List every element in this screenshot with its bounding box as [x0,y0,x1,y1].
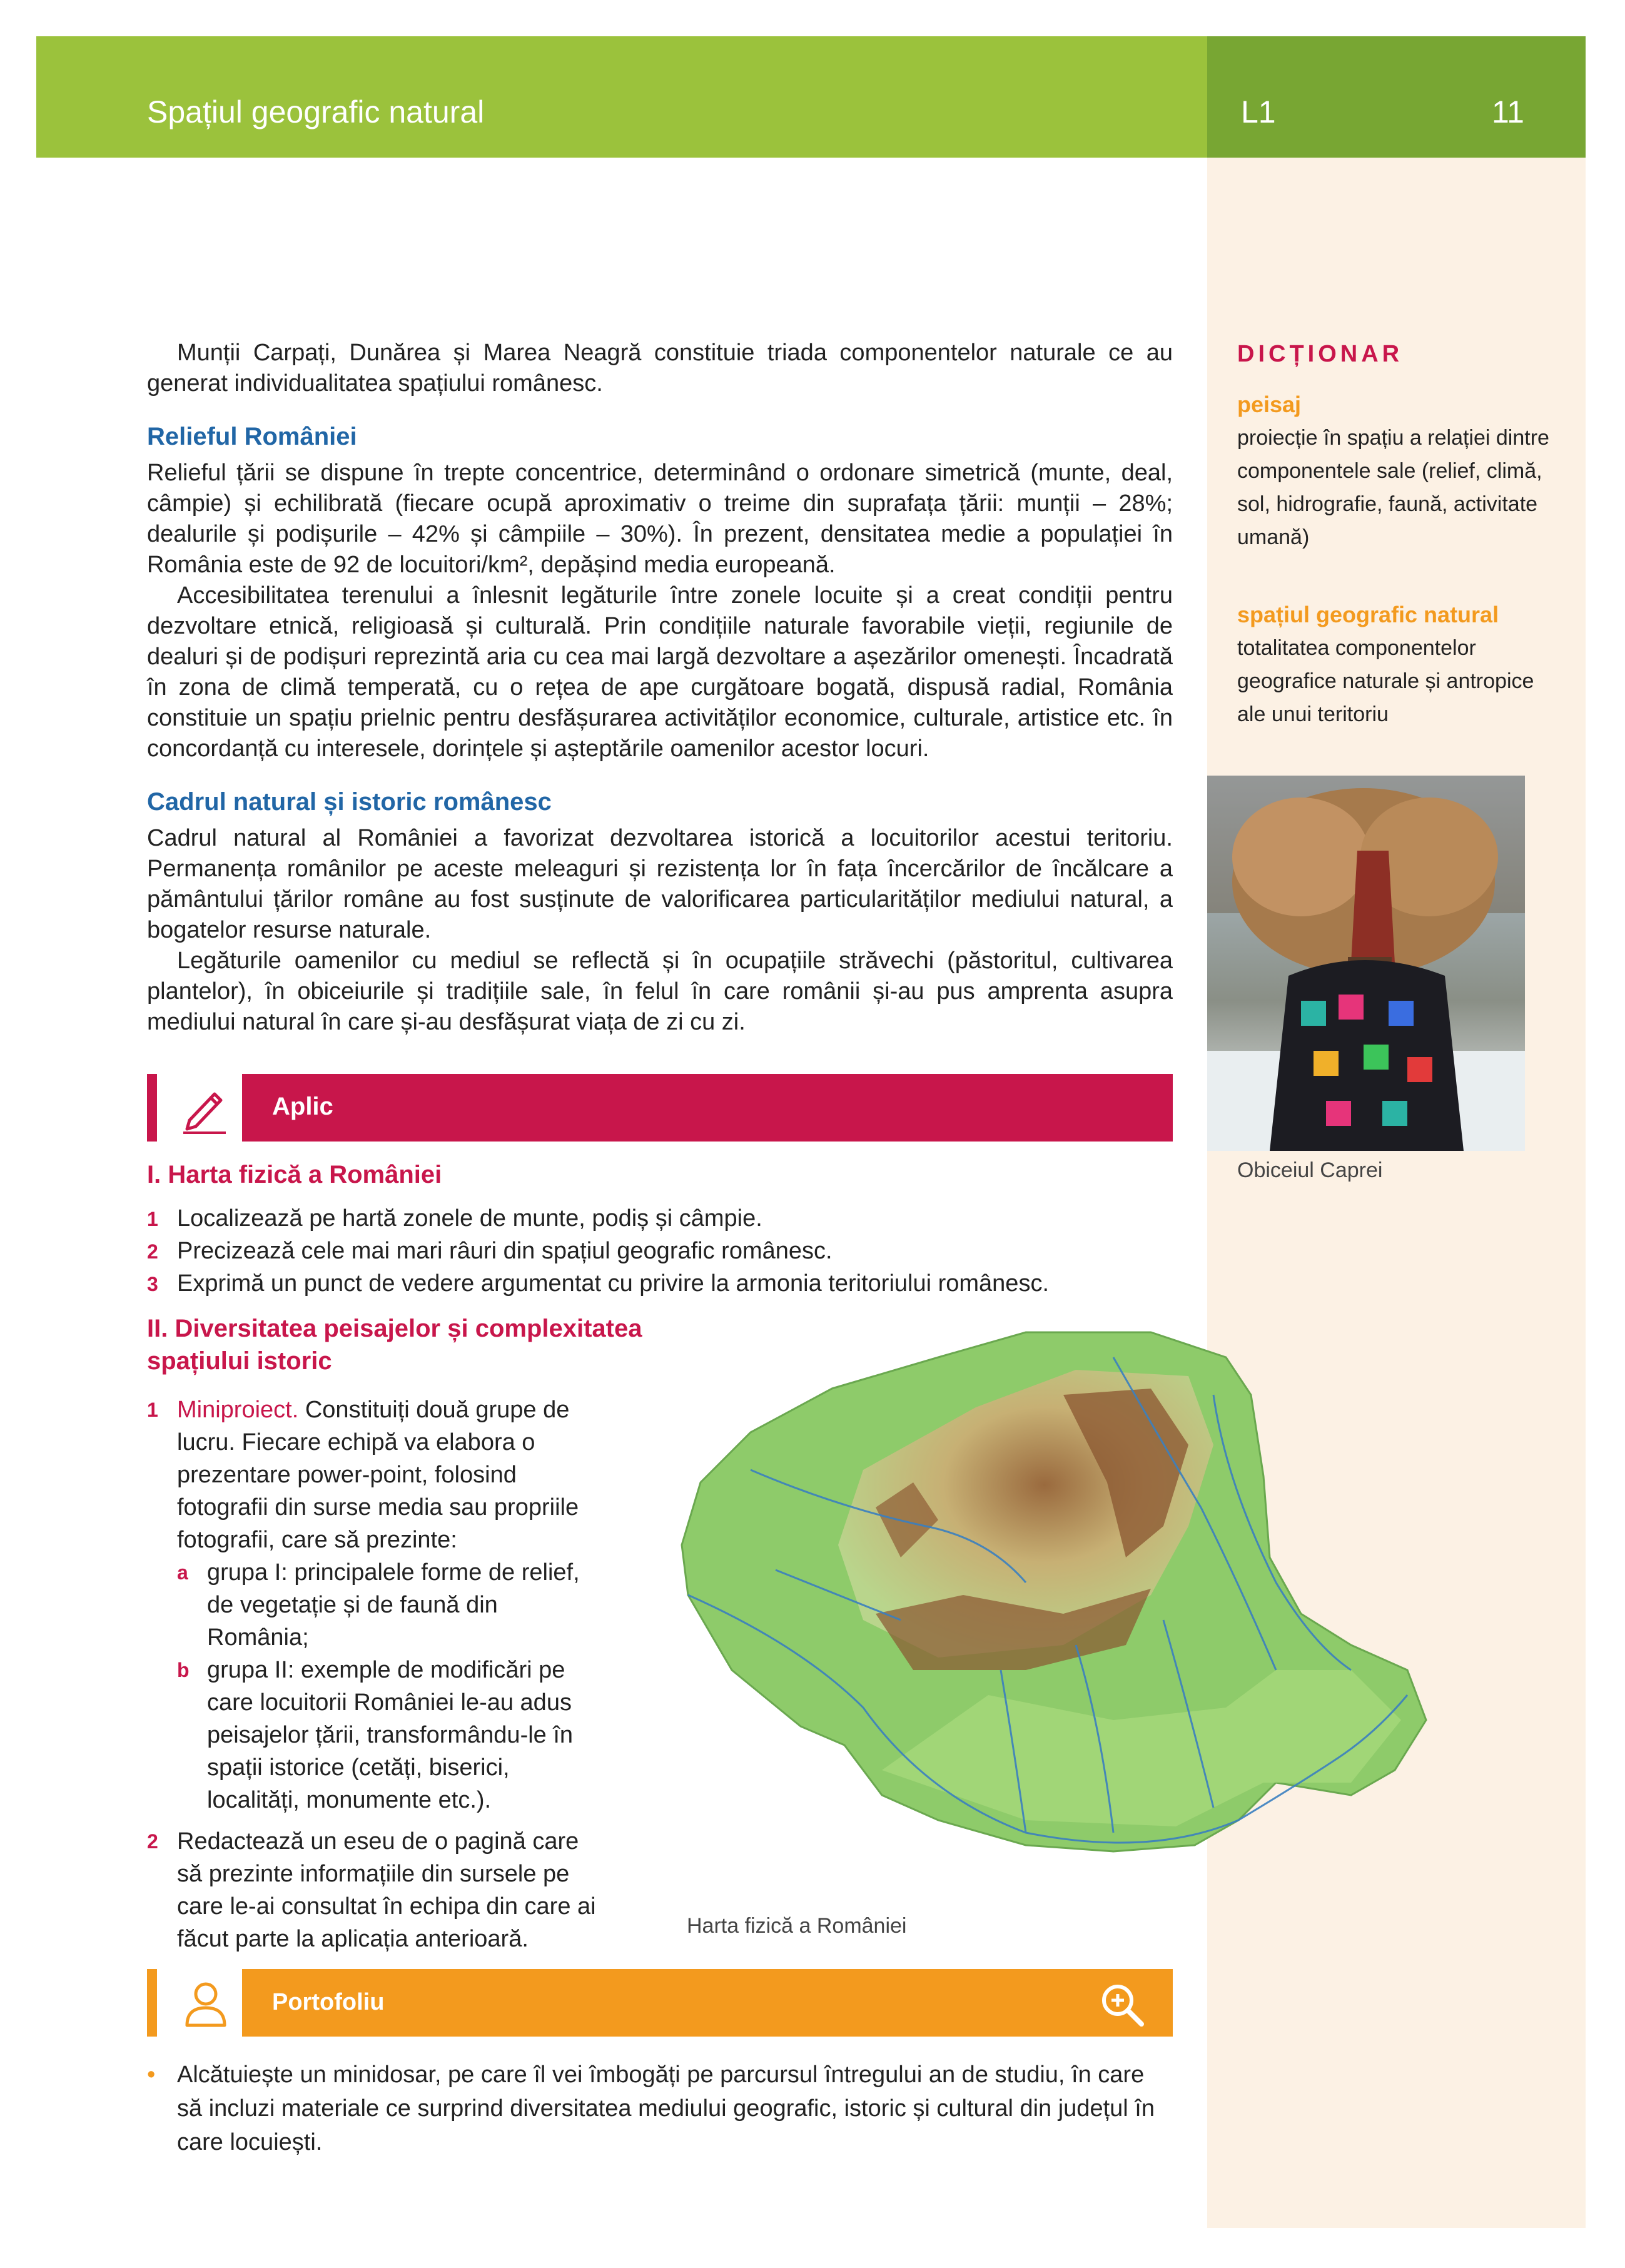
exercise-heading: I. Harta fizică a României [147,1161,442,1188]
list-item: 1 Miniproiect. Constituiți două grupe de lucru. Fiecare echipă va elabora o prezentare power-point, folosind fotografii din surse media sau propriile fotografii, care să prezinte: [147,1397,579,1553]
aplic-label: Aplic [272,1093,333,1120]
map-caption: Harta fizică a României [687,1914,907,1938]
portofoliu-banner [147,1969,1173,2037]
dictionary-term: spațiul geografic natural [1237,602,1499,627]
dictionary-definition: proiecție în spațiu a relației dintre componentele sale (relief, climă, sol, hidrografie, faună, activitate umană) [1237,426,1549,549]
aplic-banner [147,1074,1173,1142]
section-heading: Cadrul natural și istoric românesc [147,788,552,816]
list-item: b grupa II: exemple de modificări pe care locuitorii României le-au adus peisajelor țării, transformându-le în spații istorice (cetăți, biserici, localități, monumente etc.). [177,1657,574,1813]
list-item: 3 Exprimă un punct de vedere argumentat cu privire la armonia teritoriului românesc. [147,1270,1049,1297]
zoom-in-icon[interactable] [1098,1980,1145,2031]
task-list [147,1394,597,1955]
lesson-label: L1 [1241,94,1276,129]
section-heading: Relieful României [147,423,357,450]
person-icon [181,1978,231,2031]
dictionary-title: DICȚIONAR [1237,341,1404,367]
relief-map [676,1320,1432,1920]
custom-photo [1207,776,1525,1151]
list-item: 1 Localizează pe hartă zonele de munte, podiș și câmpie. [147,1205,762,1232]
dictionary-definition: totalitatea componentelor geografice naturale și antropice ale unui teritoriu [1237,636,1534,726]
dictionary-term: peisaj [1237,392,1302,417]
chapter-title: Spațiul geografic natural [147,94,485,129]
intro-paragraph: Munții Carpați, Dunărea și Marea Neagră constituie triada componentelor naturale ce au generat individualitatea spațiului românesc. [147,340,1173,397]
list-item: 2 Precizează cele mai mari râuri din spațiul geografic românesc. [147,1238,833,1264]
section-body: Relieful țării se dispune în trepte concentrice, determinând o ordonare simetrică (munte, deal, câmpie) și echilibrată (fiecare ocupă aproximativ o treime din suprafața țării: munții – 28%; dealurile și podișurile – 42% și câmpiile – 30%). În prezent, densitatea medie a populației în România este de 92 de locuitori/km², depășind media europeană. Accesibilitatea terenului a înlesnit legăturile între zonele locuite și a creat condiții pentru dezvoltare etnică, religioasă și culturală. Prin condițiile naturale favorabile vieții, regiunile de dealuri și de podișuri reprezintă aria cu cea mai largă dezvoltare a așezărilor omenești. Încadrată în zona de climă temperată, cu o rețea de ape curgătoare bogată, dispusă radial, România constituie un spațiu prielnic pentru desfășurarea activităților economice, culturale, artistice etc. în concordanță cu interesele, dorințele și așteptările oamenilor acestor locuri. [147,460,1173,762]
photo-caption: Obiceiul Caprei [1237,1158,1383,1182]
list-item: a grupa I: principalele forme de relief, de vegetație și de faună din România; [177,1559,580,1651]
portofoliu-label: Portofoliu [272,1989,385,2015]
pencil-icon [178,1083,231,1138]
section-body: Cadrul natural al României a favorizat dezvoltarea istorică a locuitorilor acestui teritoriu. Permanența românilor pe aceste meleaguri și rezistența lor în fața încercărilor de încălcare a pământului țărilor române au fost susținute de valorificarea particularităților mediului natural, a bogatelor resurse naturale. Legăturile oamenilor cu mediul se reflectă și în ocupațiile străvechi (păstoritul, cultivarea plantelor), în obiceiurile și tradițiile sale, în felul în care românii și-au pus amprenta asupra mediului natural în care și-au desfășurat viața de zi cu zi. [147,825,1173,1035]
list-item: 2 Redactează un eseu de o pagină care să prezinte informațiile din sursele pe care le-ai consultat în echipa din care ai făcut parte la aplicația anterioară. [147,1828,596,1952]
portofoliu-text: • Alcătuiește un minidosar, pe care îl vei îmbogăți pe parcursul întregului an de studiu, în care să incluzi materiale ce surprind diversitatea mediului geografic, istoric și cultural din județul în care locuiești. [147,2062,1155,2155]
exercise-heading: II. Diversitatea peisajelor și complexitatea spațiului istoric [147,1315,642,1375]
page-number: 11 [1492,94,1524,129]
